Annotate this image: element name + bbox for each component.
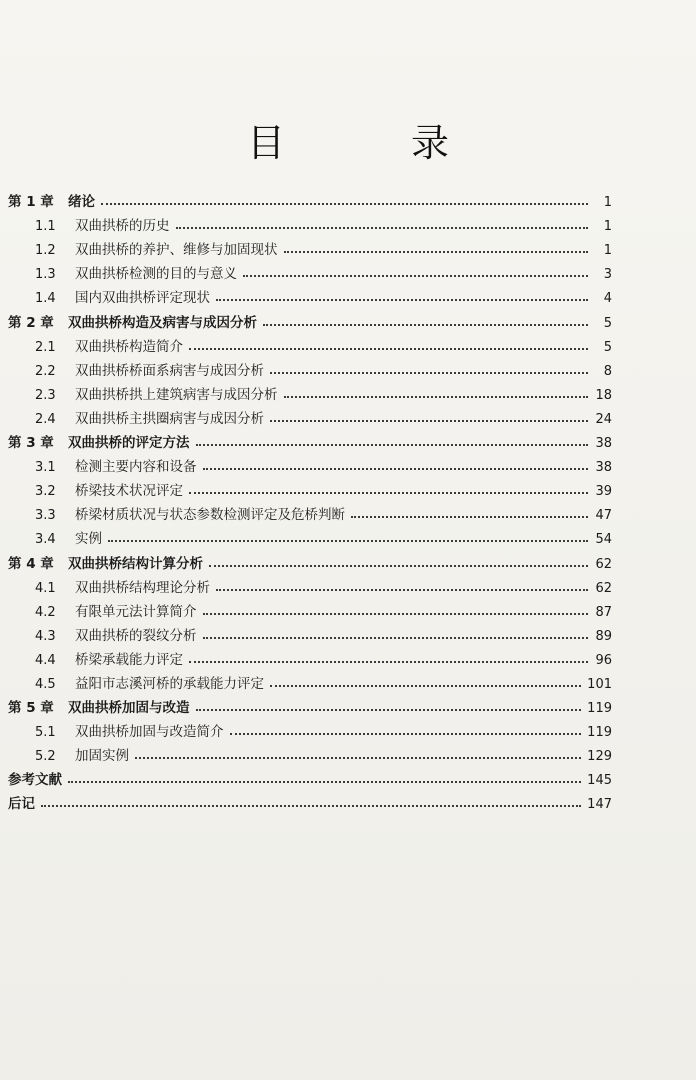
toc-section-row [8,740,612,764]
toc-entry-number: 1.4 [35,291,56,307]
toc-dot-leader [189,348,588,350]
toc-entry-number: 2.3 [35,387,56,403]
toc-dot-leader [209,565,588,567]
toc-entry-number: 第 2 章 [8,314,54,331]
page-title: 目 录 [246,121,493,165]
toc-page-number: 39 [595,484,612,500]
toc-entry-title: 有限单元法计算简介 [75,603,197,620]
toc-page-number: 38 [595,460,612,476]
toc-entry-title: 加固实例 [75,748,129,765]
toc-entry-title: 后记 [8,796,35,813]
toc-dot-leader [284,251,589,253]
toc-entry-number: 2.4 [35,411,56,427]
toc-section-row [8,596,612,620]
toc-dot-leader [108,540,588,542]
toc-page-number: 47 [595,508,612,524]
toc-page-number: 24 [595,411,612,427]
toc-page-number: 89 [595,628,612,644]
toc-section-row [8,644,612,668]
toc-chapter-row [8,547,612,571]
toc-dot-leader [351,516,588,518]
toc-page-number: 87 [595,604,612,620]
toc-dot-leader [230,733,582,735]
toc-entry-title: 双曲拱桥的评定方法 [68,435,190,452]
toc-entry-number: 1.2 [35,243,56,259]
toc-entry-number: 3.4 [35,532,56,548]
toc-dot-leader [263,324,588,326]
toc-entry-title: 双曲拱桥检测的目的与意义 [75,266,237,283]
toc-chapter-row [8,427,612,451]
toc-page-number: 1 [603,219,612,235]
toc-chapter-row [8,306,612,330]
toc-section-row [8,355,612,379]
toc-page-number: 3 [603,267,612,283]
toc-entry-title: 双曲拱桥构造及病害与成因分析 [68,314,257,331]
toc-entry-title: 双曲拱桥拱上建筑病害与成因分析 [75,386,278,403]
toc-dot-leader [196,444,589,446]
toc-entry-title: 双曲拱桥的裂纹分析 [75,627,197,644]
toc-dot-leader [41,805,581,807]
toc-section-row [8,258,612,282]
toc-entry-number: 第 1 章 [8,194,54,211]
toc-entry-number: 1.1 [35,219,56,235]
toc-entry-title: 双曲拱桥的历史 [75,218,170,235]
toc-section-row [8,716,612,740]
toc-entry-title: 桥梁技术状况评定 [75,483,183,500]
toc-page-number: 129 [587,749,612,765]
toc-dot-leader [216,299,588,301]
toc-entry-number: 3.1 [35,460,56,476]
toc-entry-number: 4.3 [35,628,56,644]
toc-entry-number: 5.2 [35,749,56,765]
toc-entry-title: 桥梁承载能力评定 [75,651,183,668]
toc-section-row [8,331,612,355]
toc-section-row [8,572,612,596]
toc-dot-leader [270,420,588,422]
toc-chapter-row [8,764,612,788]
toc-chapter-row [8,186,612,210]
toc-entry-number: 3.2 [35,484,56,500]
toc-page-number: 1 [603,243,612,259]
toc-entry-title: 双曲拱桥结构理论分析 [75,579,210,596]
toc-chapter-row [8,692,612,716]
toc-entry-title: 双曲拱桥加固与改造简介 [75,724,224,741]
toc-entry-number: 第 4 章 [8,555,54,572]
toc-entry-title: 双曲拱桥桥面系病害与成因分析 [75,362,264,379]
toc-dot-leader [203,613,589,615]
toc-page-number: 62 [595,556,612,572]
toc-section-row [8,668,612,692]
toc-entry-number: 第 3 章 [8,435,54,452]
toc-page-number: 5 [603,315,612,331]
toc-page-number: 38 [595,436,612,452]
toc-entry-title: 绪论 [68,194,95,211]
toc-entry-number: 4.2 [35,604,56,620]
toc-section-row [8,403,612,427]
toc-page-number: 101 [587,676,612,692]
toc-entry-number: 5.1 [35,725,56,741]
toc-dot-leader [196,709,582,711]
toc-dot-leader [189,492,588,494]
toc-entry-title: 双曲拱桥主拱圈病害与成因分析 [75,410,264,427]
toc-entry-title: 实例 [75,531,102,548]
toc-section-row [8,451,612,475]
toc-page-number: 5 [603,339,612,355]
toc-page-number: 54 [595,532,612,548]
toc-page-number: 147 [587,797,612,813]
toc-entry-title: 检测主要内容和设备 [75,459,197,476]
toc-dot-leader [189,661,588,663]
toc-entry-title: 国内双曲拱桥评定现状 [75,290,210,307]
toc-section-row [8,475,612,499]
toc-dot-leader [101,203,588,205]
toc-page-number: 1 [603,195,612,211]
toc-page-number: 18 [595,387,612,403]
toc-section-row [8,234,612,258]
toc-entry-number: 4.5 [35,676,56,692]
toc-entry-title: 参考文献 [8,772,62,789]
toc-chapter-row [8,788,612,812]
toc-dot-leader [203,468,589,470]
toc-entry-title: 桥梁材质状况与状态参数检测评定及危桥判断 [75,507,345,524]
toc-dot-leader [270,685,581,687]
toc-dot-leader [243,275,588,277]
toc-entry-title: 双曲拱桥构造简介 [75,338,183,355]
toc-section-row [8,210,612,234]
toc-dot-leader [203,637,589,639]
toc-entry-title: 双曲拱桥的养护、维修与加固现状 [75,242,278,259]
toc-section-row [8,523,612,547]
toc-page-number: 145 [587,773,612,789]
toc-dot-leader [176,227,589,229]
toc-dot-leader [270,372,588,374]
toc-page-number: 4 [603,291,612,307]
toc-page-number: 119 [587,701,612,717]
toc-page-number: 62 [595,580,612,596]
toc-entry-number: 3.3 [35,508,56,524]
toc-entry-title: 益阳市志溪河桥的承载能力评定 [75,675,264,692]
toc-entry-number: 4.4 [35,652,56,668]
toc-entry-title: 双曲拱桥加固与改造 [68,700,190,717]
toc-dot-leader [284,396,589,398]
toc-entry-number: 2.2 [35,363,56,379]
table-of-contents [8,186,612,812]
toc-page-number: 119 [587,725,612,741]
toc-page-number: 8 [603,363,612,379]
toc-section-row [8,379,612,403]
toc-section-row [8,282,612,306]
toc-section-row [8,620,612,644]
toc-dot-leader [216,589,588,591]
toc-dot-leader [135,757,581,759]
toc-entry-title: 双曲拱桥结构计算分析 [68,555,203,572]
toc-entry-number: 第 5 章 [8,700,54,717]
toc-page-number: 96 [595,652,612,668]
toc-entry-number: 1.3 [35,267,56,283]
toc-section-row [8,499,612,523]
toc-entry-number: 4.1 [35,580,56,596]
toc-dot-leader [68,781,581,783]
toc-entry-number: 2.1 [35,339,56,355]
